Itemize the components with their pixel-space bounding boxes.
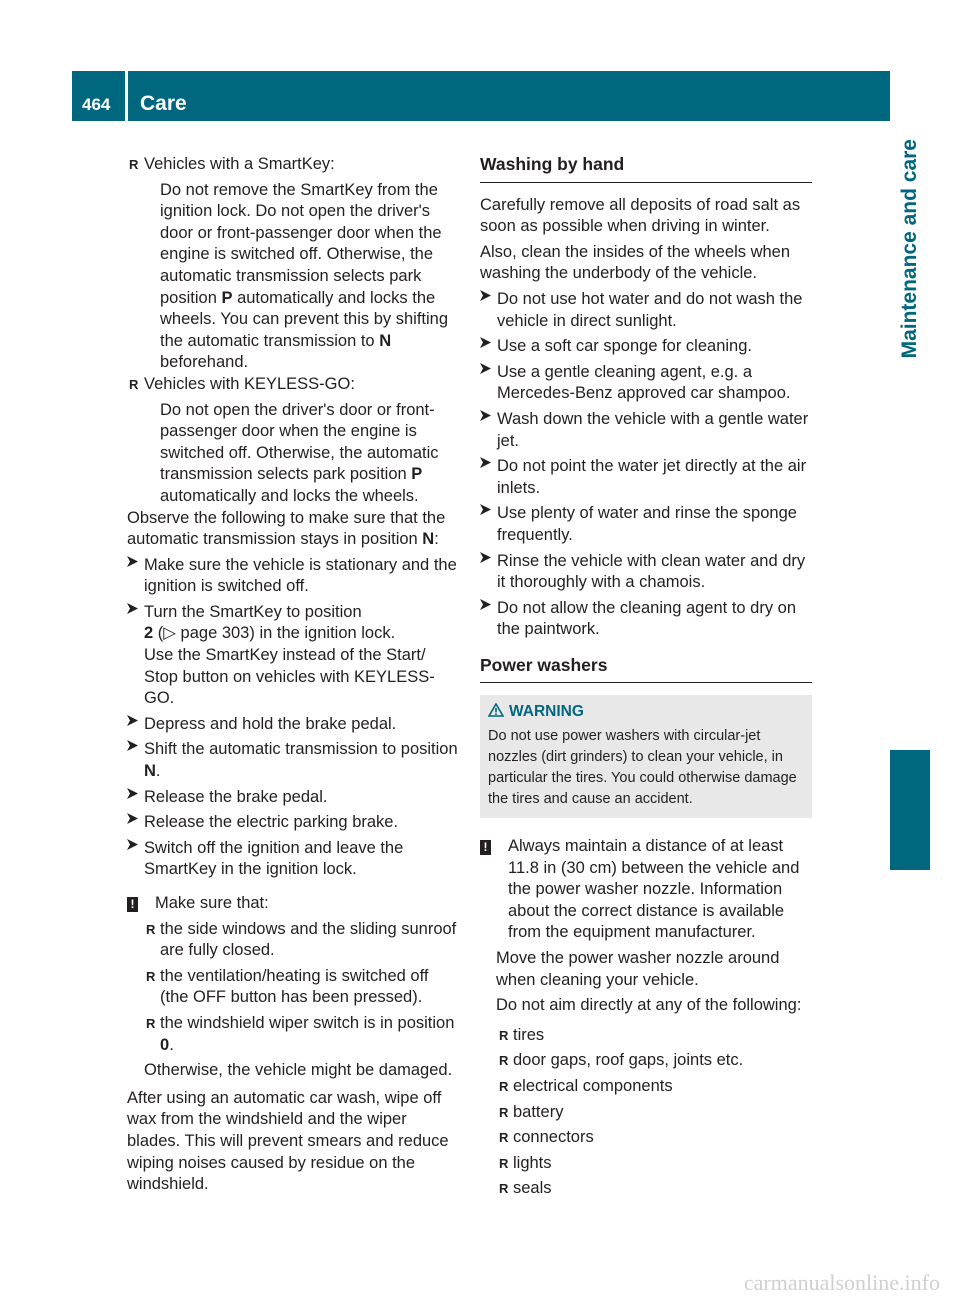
note-bullet: R the ventilation/heating is switched off (the OFF button has been pressed). xyxy=(146,966,429,1007)
bullet-keyless-go xyxy=(127,374,461,396)
bullet-mark: R xyxy=(499,1155,509,1171)
list-item-text: battery xyxy=(513,1102,564,1121)
warning-title: WARNING xyxy=(509,701,804,723)
page-header xyxy=(72,71,890,121)
step-arrow-icon xyxy=(480,337,491,348)
step-item: Do not allow the cleaning agent to dry on the paintwork. xyxy=(480,598,812,641)
list-item-text: seals xyxy=(513,1179,552,1198)
right-column xyxy=(480,154,812,1204)
section-title: Care xyxy=(140,92,187,115)
note-title: Make sure that: xyxy=(155,894,269,912)
component-list xyxy=(480,1025,812,1200)
bullet-smartkey xyxy=(127,154,461,176)
step-item: Make sure the vehicle is stationary and the ignition is switched off. xyxy=(127,555,461,598)
list-item xyxy=(480,1153,812,1175)
step-arrow-icon xyxy=(480,410,491,421)
heading-power-washers: Power washers xyxy=(480,655,812,684)
caution-note xyxy=(127,893,461,915)
left-column xyxy=(127,154,461,1200)
note-paragraph: Move the power washer nozzle around when cleaning your vehicle. xyxy=(496,949,780,989)
bullet-body: Do not open the driver's door or front-passenger door when the engine is switched off. Otherwise, the automatic transmission selects park position P automatically and locks the wheels. xyxy=(160,400,439,505)
exclamation-icon: ! xyxy=(480,840,491,855)
caution-note xyxy=(480,836,812,944)
list-item-text: door gaps, roof gaps, joints etc. xyxy=(513,1051,744,1070)
list-item xyxy=(480,1050,812,1072)
step-arrow-icon xyxy=(480,599,491,610)
observe-paragraph: Observe the following to make sure that the automatic transmission stays in position N: xyxy=(127,508,446,549)
step-arrow-icon xyxy=(480,504,491,515)
header-divider xyxy=(125,71,128,121)
step-item: Release the electric parking brake. xyxy=(127,812,461,834)
bullet-mark: R xyxy=(499,1079,509,1094)
step-arrow-icon xyxy=(127,788,138,799)
step-arrow-icon xyxy=(480,290,491,301)
step-arrow-icon xyxy=(127,715,138,726)
list-item xyxy=(480,1102,812,1124)
step-item: Do not use hot water and do not wash the vehicle in direct sunlight. xyxy=(480,289,812,332)
list-item-text: lights xyxy=(513,1153,552,1172)
bullet-title: Vehicles with KEYLESS-GO: xyxy=(144,374,355,393)
bullet-title: Vehicles with a SmartKey: xyxy=(144,155,335,173)
paragraph: Also, clean the insides of the wheels when washing the underbody of the vehicle. xyxy=(480,242,791,283)
side-tab xyxy=(890,121,930,749)
bullet-mark: R xyxy=(129,376,139,392)
step-arrow-icon xyxy=(127,603,138,614)
warning-triangle-icon xyxy=(488,703,504,717)
bullet-mark: R xyxy=(499,1053,509,1069)
step-item: Rinse the vehicle with clean water and dry it thoroughly with a chamois. xyxy=(480,551,812,594)
step-item: Use a gentle cleaning agent, e.g. a Mercedes-Benz approved car shampoo. xyxy=(480,362,812,405)
note-end: Otherwise, the vehicle might be damaged. xyxy=(144,1061,453,1080)
watermark: carmanualsonline.info xyxy=(743,1270,940,1296)
note-paragraph: Always maintain a distance of at least 11.8 in (30 cm) between the vehicle and the power washer nozzle. Information about the correct distance is available from the equipment manufacturer. xyxy=(508,837,800,942)
exclamation-icon: ! xyxy=(127,897,138,912)
bullet-body: Do not remove the SmartKey from the ignition lock. Do not open the driver's door or front-passenger door when the engine is switched off. Otherwise, the automatic transmission selects park position P automatically and locks the wheels. You can prevent this by shifting the automatic transmission to N beforehand. xyxy=(160,180,449,372)
step-arrow-icon xyxy=(127,839,138,850)
step-arrow-icon xyxy=(127,740,138,751)
list-item xyxy=(480,1076,812,1098)
step-arrow-icon xyxy=(480,552,491,563)
step-item: Wash down the vehicle with a gentle water jet. xyxy=(480,409,812,452)
bullet-mark: R xyxy=(499,1130,509,1146)
step-item: Do not point the water jet directly at the air inlets. xyxy=(480,456,812,499)
note-bullet: R the side windows and the sliding sunroof are fully closed. xyxy=(146,919,457,960)
step-item: Use plenty of water and rinse the sponge frequently. xyxy=(480,503,812,546)
page-number: 464 xyxy=(82,95,111,114)
step-arrow-icon xyxy=(127,556,138,567)
step-arrow-icon xyxy=(127,813,138,824)
list-item-text: electrical components xyxy=(513,1077,673,1095)
warning-box xyxy=(480,695,812,818)
step-item: Shift the automatic transmission to position N. xyxy=(127,739,461,782)
list-item xyxy=(480,1178,812,1200)
step-item: Turn the SmartKey to position 2 (▷ page 303) in the ignition lock. Use the SmartKey instead of the Start/ Stop button on vehicles with KEYLESS-GO. xyxy=(127,602,461,710)
list-item-text: connectors xyxy=(513,1128,594,1147)
step-item: Use a soft car sponge for cleaning. xyxy=(480,336,812,358)
side-tab-block xyxy=(890,750,930,870)
warning-body: Do not use power washers with circular-jet nozzles (dirt grinders) to clean your vehicle, in particular the tires. You could otherwise damage the tires and cause an accident. xyxy=(488,728,797,808)
note-paragraph: Do not aim directly at any of the following: xyxy=(496,996,802,1015)
list-item-text: tires xyxy=(513,1025,545,1044)
step-item: Release the brake pedal. xyxy=(127,787,461,809)
step-item: Switch off the ignition and leave the SmartKey in the ignition lock. xyxy=(127,838,461,881)
step-arrow-icon xyxy=(480,363,491,374)
bullet-mark: R xyxy=(499,1104,509,1120)
heading-washing-by-hand: Washing by hand xyxy=(480,154,812,183)
bullet-mark: R xyxy=(499,1027,509,1043)
bullet-mark: R xyxy=(129,157,139,172)
paragraph: Carefully remove all deposits of road salt as soon as possible when driving in winter. xyxy=(480,195,801,236)
bullet-mark: R xyxy=(499,1181,509,1197)
note-bullet: R the windshield wiper switch is in position 0. xyxy=(146,1013,455,1054)
after-wash-paragraph: After using an automatic car wash, wipe off wax from the windshield and the wiper blades. This will prevent smears and reduce wiping noises caused by residue on the windshield. xyxy=(127,1088,449,1194)
list-item xyxy=(480,1025,812,1047)
list-item xyxy=(480,1127,812,1149)
side-tab-label: Maintenance and care xyxy=(898,139,921,359)
step-item: Depress and hold the brake pedal. xyxy=(127,714,461,736)
step-arrow-icon xyxy=(480,457,491,468)
